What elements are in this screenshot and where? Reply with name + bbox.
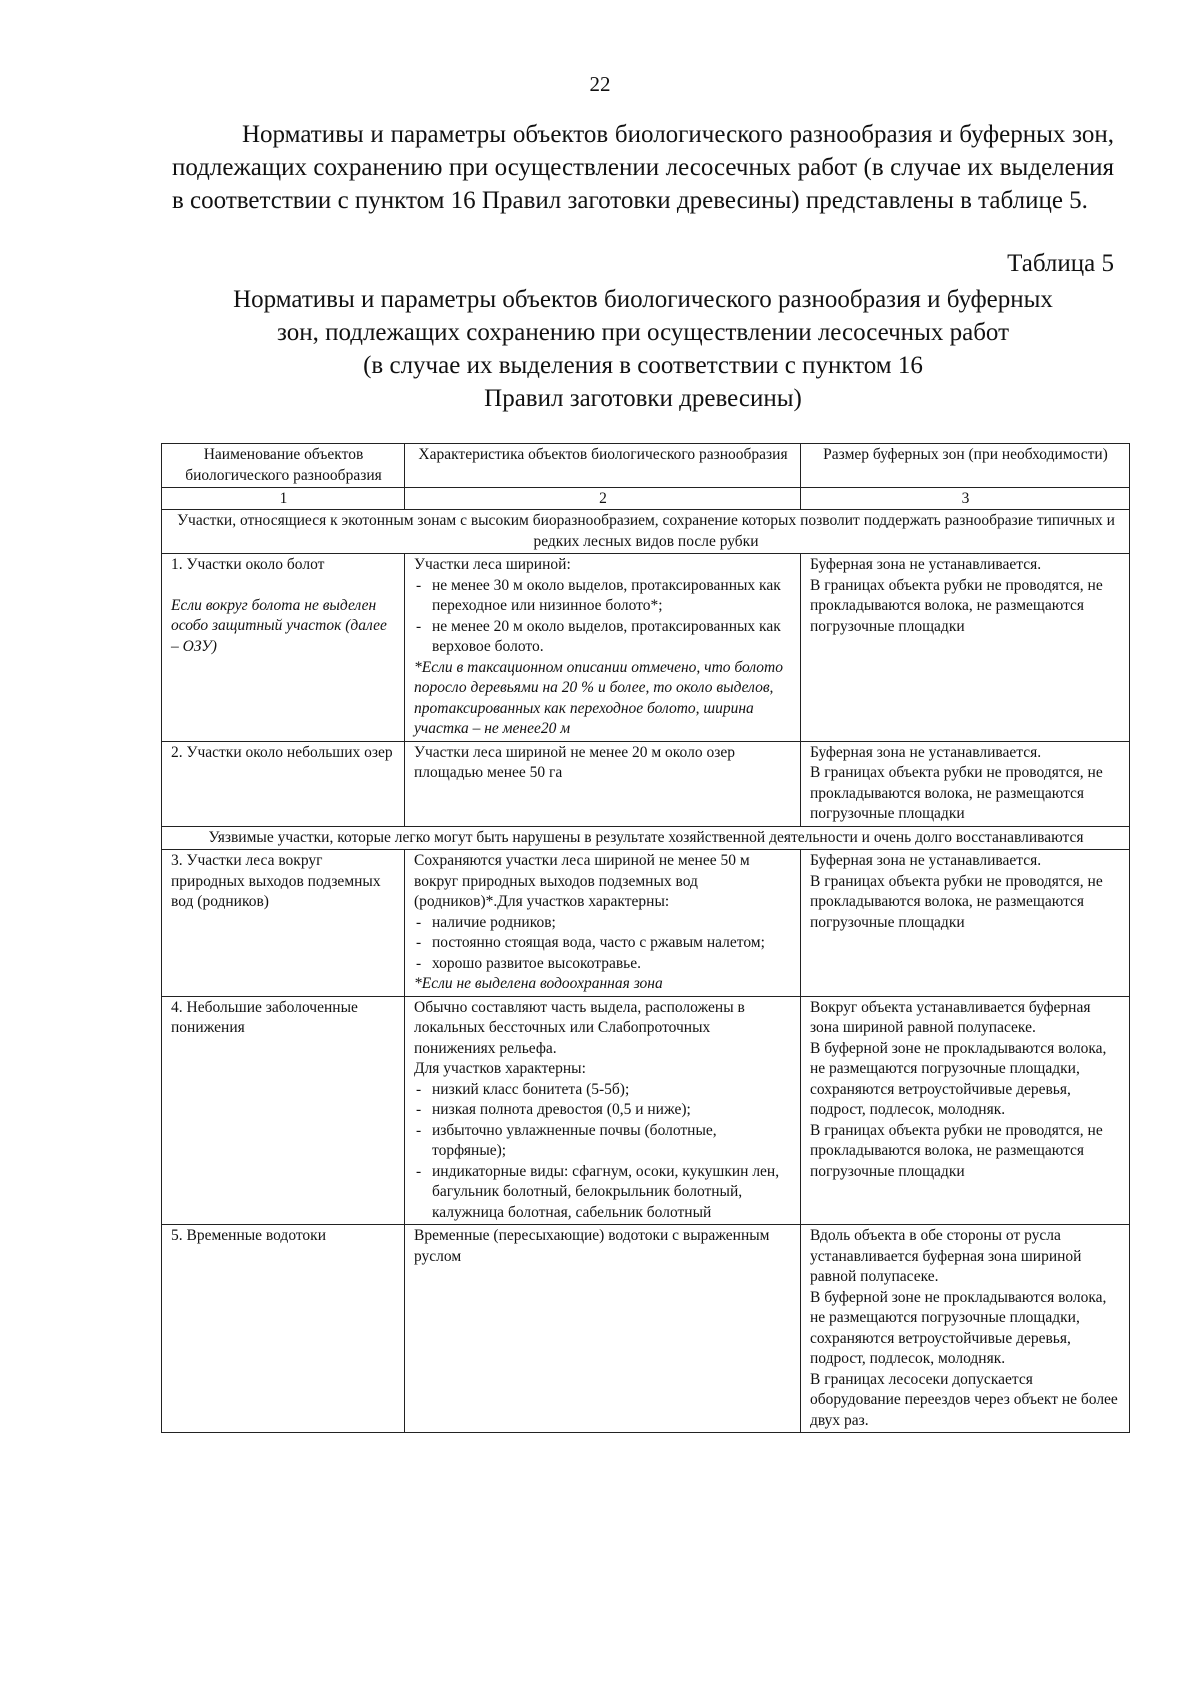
characteristic-lead: Временные (пересыхающие) водотоки с выраженным руслом [414, 1227, 770, 1265]
section-row [162, 826, 1130, 850]
list-item: - низкий класс бонитета (5-5б); [414, 1080, 792, 1101]
section-title: Уязвимые участки, которые легко могут быть нарушены в результате хозяйственной деятельности и очень долго восстанавливаются [162, 826, 1130, 850]
characteristic-note: *Если не выделена водоохранная зона [414, 975, 663, 992]
column-number-row [162, 488, 1130, 510]
characteristic-list [414, 576, 792, 658]
buffer-cell [801, 850, 1130, 997]
list-item: - не менее 20 м около выделов, протаксированных как верховое болото. [414, 617, 792, 658]
object-name: 4. Небольшие заболоченные понижения [171, 998, 358, 1036]
list-item: - не менее 30 м около выделов, протаксированных как переходное или низинное болото*; [414, 576, 792, 617]
table-row [162, 1225, 1130, 1433]
buffer-text: В буферной зоне не прокладываются волока, не размещаются погрузочные площадки, сохраняются ветроустойчивые деревья, подрост, подлесок, молодняк. [810, 1288, 1107, 1367]
object-name-cell [162, 741, 405, 826]
characteristic-note: *Если в таксационном описании отмечено, что болото поросло деревьями на 20 % и более, то около выделов, протаксированных как переходное болото, ширина участка – не менее20 м [414, 658, 783, 737]
object-name: 2. Участки около небольших озер [171, 743, 393, 761]
buffer-text: В границах объекта рубки не проводятся, не прокладываются волока, не размещаются погрузочные площадки [810, 576, 1103, 635]
characteristic-lead: Обычно составляют часть выдела, расположены в локальных бессточных или Слабопроточных понижениях рельефа. [414, 998, 745, 1057]
list-item: - избыточно увлажненные почвы (болотные, торфяные); [414, 1121, 792, 1162]
section-row [162, 510, 1130, 554]
buffer-cell [801, 554, 1130, 742]
intro-paragraph: Нормативы и параметры объектов биологического разнообразия и буферных зон, подлежащих сохранению при осуществлении лесосечных работ (в случае их выделения в соответствии с пунктом 16 Правил заготовки древесины) представлены в таблице 5. [172, 121, 1114, 214]
characteristic-cell [405, 741, 801, 826]
buffer-text: В границах объекта рубки не проводятся, не прокладываются волока, не размещаются погрузочные площадки [810, 764, 1103, 822]
buffer-text: В границах объекта рубки не проводятся, не прокладываются волока, не размещаются погрузочные площадки [810, 872, 1103, 931]
column-number: 3 [801, 488, 1130, 510]
buffer-text: В границах лесосеки допускается оборудование переездов через объект не более двух раз. [810, 1370, 1118, 1429]
characteristic-lead: Участки леса шириной не менее 20 м около озер площадью менее 50 га [414, 743, 735, 781]
buffer-text: Вдоль объекта в обе стороны от русла устанавливается буферная зона шириной равной полупасеке. [810, 1227, 1082, 1285]
object-name: 1. Участки около болот [171, 556, 325, 573]
table-title [172, 283, 1114, 415]
header-cell-characteristic: Характеристика объектов биологического разнообразия [405, 444, 801, 488]
column-number: 2 [405, 488, 801, 510]
object-name-cell [162, 850, 405, 997]
table-label: Таблица 5 [1007, 250, 1114, 277]
list-item: - индикаторные виды: сфагнум, осоки, кукушкин лен, багульник болотный, белокрыльник болотный, калужница болотная, сабельник болотный [414, 1162, 792, 1224]
list-item: - постоянно стоящая вода, часто с ржавым налетом; [414, 933, 792, 954]
characteristic-lead: Участки леса шириной: [414, 556, 571, 573]
object-name: 3. Участки леса вокруг природных выходов подземных вод (родников) [171, 852, 381, 910]
buffer-text: Буферная зона не устанавливается. [810, 556, 1042, 573]
buffer-cell [801, 996, 1130, 1225]
section-title: Участки, относящиеся к экотонным зонам с высоким биоразнообразием, сохранение которых позволит поддержать разнообразие типичных и редких лесных видов после рубки [162, 510, 1130, 554]
buffer-cell [801, 741, 1130, 826]
table-header-row [162, 444, 1130, 488]
characteristic-cell [405, 1225, 801, 1433]
biodiversity-table [161, 443, 1130, 1433]
header-cell-buffer: Размер буферных зон (при необходимости) [801, 444, 1130, 488]
buffer-cell [801, 1225, 1130, 1433]
characteristic-cell [405, 996, 801, 1225]
list-item: - низкая полнота древостоя (0,5 и ниже); [414, 1100, 792, 1121]
table-row [162, 850, 1130, 997]
object-name-cell [162, 996, 405, 1225]
list-item: - хорошо развитое высокотравье. [414, 954, 792, 975]
column-number: 1 [162, 488, 405, 510]
characteristic-lead: Для участков характерны: [414, 1060, 586, 1077]
characteristic-cell [405, 850, 801, 997]
object-name-cell [162, 554, 405, 742]
buffer-text: В буферной зоне не прокладываются волока, не размещаются погрузочные площадки, сохраняются ветроустойчивые деревья, подрост, подлесок, молодняк. [810, 1039, 1107, 1118]
table-row [162, 996, 1130, 1225]
page-number: 22 [589, 72, 611, 96]
object-name: 5. Временные водотоки [171, 1227, 327, 1244]
table-title-line: (в случае их выделения в соответствии с пунктом 16 [363, 352, 923, 379]
characteristic-list [414, 1080, 792, 1224]
characteristic-list [414, 913, 792, 975]
table-row [162, 741, 1130, 826]
buffer-text: Вокруг объекта устанавливается буферная зона шириной равной полупасеке. [810, 998, 1091, 1036]
buffer-text: Буферная зона не устанавливается. [810, 852, 1042, 869]
characteristic-cell [405, 554, 801, 742]
object-name-note: Если вокруг болота не выделен особо защитный участок (далее – ОЗУ) [171, 596, 387, 655]
table-row [162, 554, 1130, 742]
spacer [171, 576, 396, 596]
table-title-line: зон, подлежащих сохранению при осуществлении лесосечных работ [276, 319, 1010, 346]
header-cell-name: Наименование объектов биологического разнообразия [162, 444, 405, 488]
buffer-text: Буферная зона не устанавливается. [810, 743, 1042, 761]
characteristic-lead: Сохраняются участки леса шириной не менее 50 м вокруг природных выходов подземных вод (родников)*.Для участков характерны: [414, 852, 750, 910]
table-title-line: Нормативы и параметры объектов биологического разнообразия и буферных [233, 286, 1053, 313]
object-name-cell [162, 1225, 405, 1433]
table-title-line: Правил заготовки древесины) [484, 385, 802, 412]
buffer-text: В границах объекта рубки не проводятся, не прокладываются волока, не размещаются погрузочные площадки [810, 1121, 1103, 1180]
list-item: - наличие родников; [414, 913, 792, 934]
